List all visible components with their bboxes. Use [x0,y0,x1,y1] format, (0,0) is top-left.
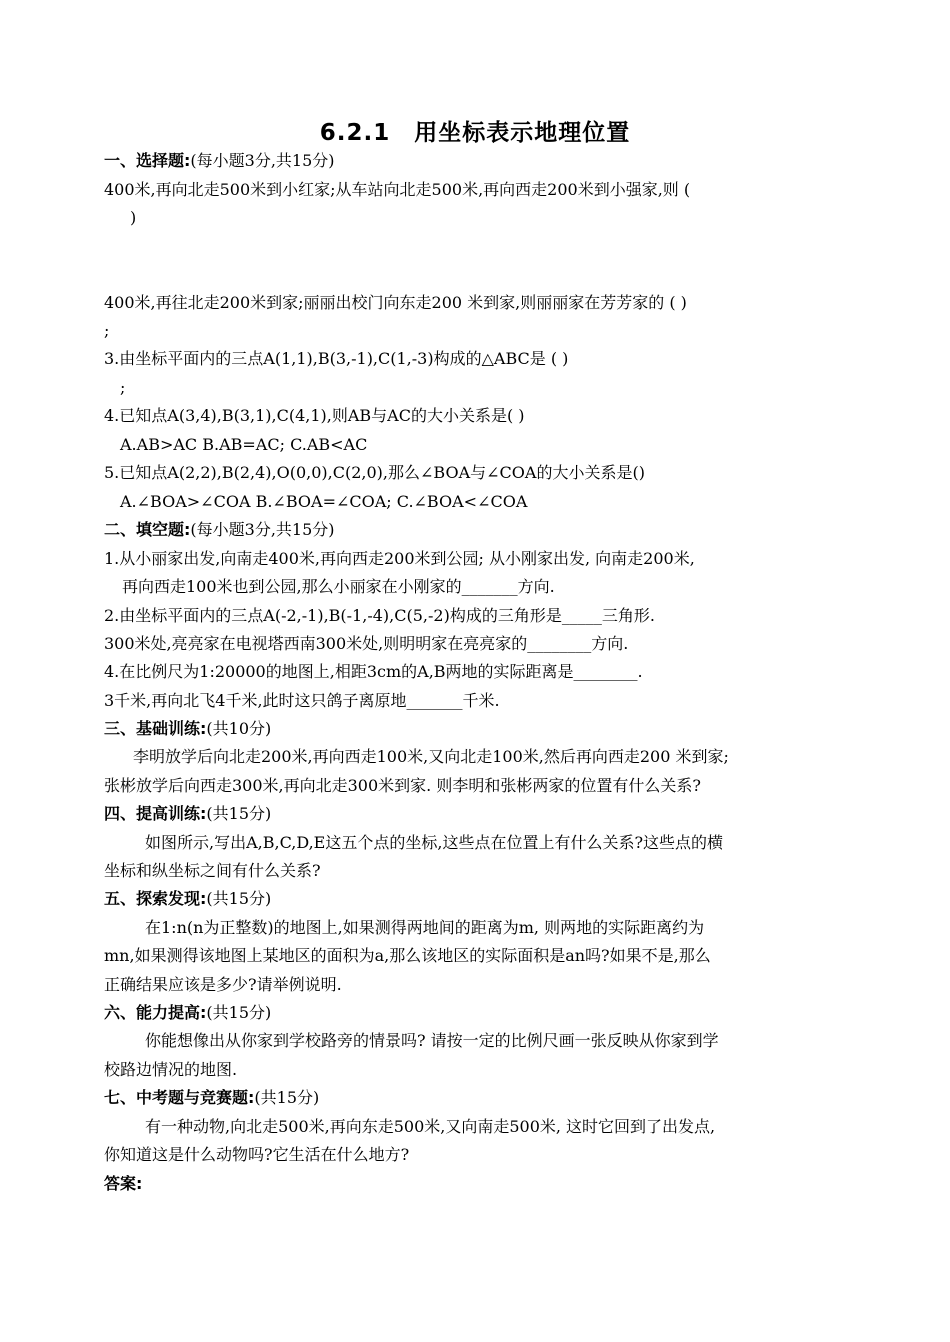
question-text: 再向西走100米也到公园,那么小丽家在小刚家的_______方向. [122,577,555,596]
question-text: ; [104,321,110,340]
paragraph-text: 你能想像出从你家到学校路旁的情景吗? 请按一定的比例尺画一张反映从你家到学 [145,1031,719,1050]
paragraph-text: 你知道这是什么动物吗?它生活在什么地方? [104,1145,410,1164]
section-heading: 二、填空题: [104,520,191,539]
question-text: 300米处,亮亮家在电视塔西南300米处,则明明家在亮亮家的________方向. [104,634,629,653]
section-note: (共15分) [206,889,272,908]
section-2-header [104,519,335,541]
question-text: 4.在比例尺为1:20000的地图上,相距3cm的A,B两地的实际距离是________. [104,662,643,681]
section-heading: 一、选择题: [104,151,191,170]
section-1-header [104,150,335,172]
question-text: ; [120,378,126,397]
section-6-header [104,1002,271,1024]
paragraph-text: mn,如果测得该地图上某地区的面积为a,那么该地区的实际面积是an吗?如果不是,那么 [104,946,711,965]
answer-heading: 答案: [104,1174,143,1193]
section-note: (共10分) [206,719,272,738]
answer-options: A.∠BOA>∠COA B.∠BOA=∠COA; C.∠BOA<∠COA [120,492,528,511]
section-7-header [104,1087,319,1109]
section-heading: 三、基础训练: [104,719,207,738]
question-text: 1.从小丽家出发,向南走400米,再向西走200米到公园; 从小刚家出发, 向南走200米, [104,549,695,568]
section-3-header [104,718,271,740]
paragraph-text: 如图所示,写出A,B,C,D,E这五个点的坐标,这些点在位置上有什么关系?这些点的横 [145,833,724,852]
answer-options: A.AB>AC B.AB=AC; C.AB<AC [120,435,368,454]
paragraph-text: 在1:n(n为正整数)的地图上,如果测得两地间的距离为m, 则两地的实际距离约为 [145,918,705,937]
section-4-header [104,803,271,825]
question-text: 2.由坐标平面内的三点A(-2,-1),B(-1,-4),C(5,-2)构成的三角形是_____三角形. [104,606,655,625]
paragraph-text: 正确结果应该是多少?请举例说明. [104,975,342,994]
section-note: (共15分) [206,1003,272,1022]
paragraph-text: 李明放学后向北走200米,再向西走100米,又向北走100米,然后再向西走200 米到家; [133,747,729,766]
question-text: 3千米,再向北飞4千米,此时这只鸽子离原地_______千米. [104,691,500,710]
section-note: (每小题3分,共15分) [190,151,335,170]
section-5-header [104,888,271,910]
paragraph-text: 坐标和纵坐标之间有什么关系? [104,861,321,880]
page-title: 6.2.1 用坐标表示地理位置 [319,120,631,146]
section-heading: 五、探索发现: [104,889,207,908]
paragraph-text: 校路边情况的地图. [104,1060,238,1079]
question-text: 3.由坐标平面内的三点A(1,1),B(3,-1),C(1,-3)构成的△ABC是 ( ) [104,349,569,368]
section-note: (共15分) [206,804,272,823]
paragraph-text: 张彬放学后向西走300米,再向北走300米到家. 则李明和张彬两家的位置有什么关系? [104,776,701,795]
section-note: (共15分) [254,1088,320,1107]
question-text: 4.已知点A(3,4),B(3,1),C(4,1),则AB与AC的大小关系是( ) [104,406,525,425]
question-text: ) [130,208,137,227]
paragraph-text: 有一种动物,向北走500米,再向东走500米,又向南走500米, 这时它回到了出发点, [145,1117,716,1136]
section-heading: 六、能力提高: [104,1003,207,1022]
section-note: (每小题3分,共15分) [190,520,335,539]
question-text: 5.已知点A(2,2),B(2,4),O(0,0),C(2,0),那么∠BOA与∠COA的大小关系是() [104,463,645,482]
section-heading: 七、中考题与竞赛题: [104,1088,255,1107]
question-text: 400米,再往北走200米到家;丽丽出校门向东走200 米到家,则丽丽家在芳芳家的 ( ) [104,293,687,312]
section-heading: 四、提高训练: [104,804,207,823]
question-text: 400米,再向北走500米到小红家;从车站向北走500米,再向西走200米到小强家,则 ( [104,180,691,199]
